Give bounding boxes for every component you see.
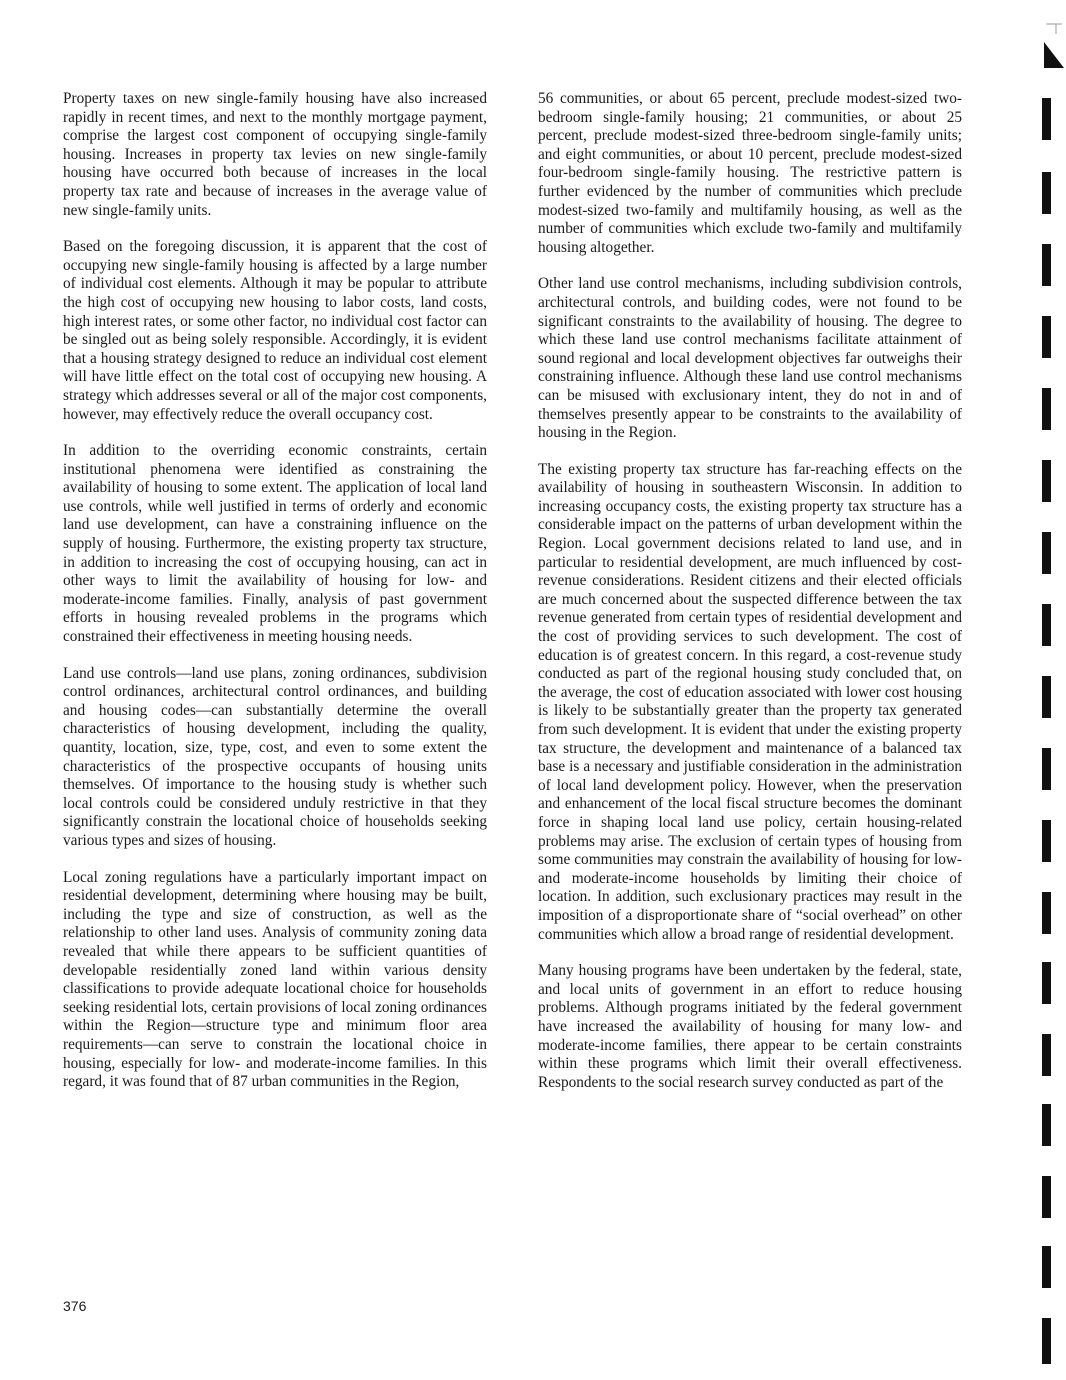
binding-mark: [1042, 748, 1051, 790]
binding-mark: [1042, 1318, 1051, 1364]
binding-mark: [1042, 172, 1051, 214]
paragraph: Land use controls—land use plans, zoning ordinances, subdivision control ordinances, architectural control ordinances, and building and housing codes—can substantially determine the overall characteristics of housing development, including the quality, quantity, location, size, type, cost, and even to some extent the characteristics of the prospective occupants of housing units themselves. Of importance to the housing study is whether such local controls could be considered unduly restrictive in that they significantly constrain the locational choice of households seeking various types and sizes of housing.: [63, 664, 487, 849]
paragraph: Local zoning regulations have a particularly important impact on residential development, determining where housing may be built, including the type and size of construction, as well as the relationship to other land uses. Analysis of community zoning data revealed that while there appears to be sufficient quantities of developable residentially zoned land within various density classifications to provide adequate locational choice for households seeking residential lots, certain provisions of local zoning ordinances within the Region—structure type and minimum floor area requirements—can serve to constrain the locational choice in housing, especially for low- and moderate-income families. In this regard, it was found that of 87 urban communities in the Region,: [63, 868, 487, 1091]
binding-mark: [1042, 532, 1051, 574]
binding-mark: [1042, 460, 1051, 502]
paragraph: 56 communities, or about 65 percent, preclude modest-sized two-bedroom single-family housing; 21 communities, or about 25 percent, preclude modest-sized three-bedroom single-family units; and eight communities, or about 10 percent, preclude modest-sized four-bedroom single-family housing. The restrictive pattern is further evidenced by the number of communities which preclude modest-sized two-family and multifamily housing, as well as the number of communities which exclude two-family and multifamily housing altogether.: [538, 90, 962, 256]
paragraph: Based on the foregoing discussion, it is apparent that the cost of occupying new single-family housing is affected by a large number of individual cost elements. Although it may be popular to attribute the high cost of occupying new housing to labor costs, land costs, high interest rates, or some other factor, no individual cost factor can be singled out as being solely responsible. Accordingly, it is evident that a housing strategy designed to reduce an individual cost element will have little effect on the total cost of occupying new housing. A strategy which addresses several or all of the major cost components, however, may effectively reduce the overall occupancy cost.: [63, 238, 487, 423]
binding-mark: [1042, 604, 1051, 646]
paragraph: The existing property tax structure has far-reaching effects on the availability of housing in southeastern Wisconsin. In addition to increasing occupancy costs, the existing property tax structure has a considerable impact on the patterns of urban development within the Region. Local government decisions related to land use, and in particular to residential development, are much influenced by cost-revenue considerations. Resident citizens and their elected officials are much concerned about the suspected difference between the tax revenue generated from certain types of residential development and the cost of providing services to such development. The cost of education is of greatest concern. In this regard, a cost-revenue study conducted as part of the regional housing study concluded that, on the average, the cost of education associated with lower cost housing is likely to be substantially greater than the property tax generated from such development. It is evident that under the existing property tax structure, the development and maintenance of a balanced tax base is a necessary and justifiable consideration in the administration of local land development policy. However, when the preservation and enhancement of the local fiscal structure becomes the dominant force in shaping local land use policy, certain housing-related problems may arise. The exclusion of certain types of housing from some communities may constrain the availability of housing for low- and moderate-income households by limiting their choice of location. In addition, such exclusionary practices may result in the imposition of a disproportionate share of “social overhead” on other communities which allow a broad range of residential development.: [538, 460, 962, 943]
binding-mark: [1042, 316, 1051, 358]
page-number: 376: [63, 1298, 87, 1314]
binding-mark: [1042, 244, 1051, 286]
binding-mark: [1042, 962, 1051, 1004]
binding-mark: [1042, 98, 1051, 140]
paragraph: Many housing programs have been undertaken by the federal, state, and local units of government in an effort to reduce housing problems. Although programs initiated by the federal government have increased the availability of housing for many low- and moderate-income families, there appear to be certain constraints within these programs which limit their overall effectiveness. Respondents to the social research survey conducted as part of the: [538, 962, 962, 1091]
right-column: [538, 90, 962, 1110]
binding-mark: [1042, 1246, 1051, 1288]
binding-mark: [1042, 676, 1051, 718]
binding-mark: [1042, 388, 1051, 430]
binding-mark: [1042, 892, 1051, 934]
paragraph: Other land use control mechanisms, including subdivision controls, architectural controls, and building codes, were not found to be significant constraints to the availability of housing. The degree to which these land use control mechanisms facilitate attainment of sound regional and local development objectives far outweighs their constraining influence. Although these land use control mechanisms can be misused with exclusionary intent, they do not in and of themselves presently appear to be constraints to the availability of housing in the Region.: [538, 275, 962, 442]
paragraph: In addition to the overriding economic constraints, certain institutional phenomena were identified as constraining the availability of housing to some extent. The application of local land use controls, while well justified in terms of orderly and economic land use development, can have a constraining influence on the supply of housing. Furthermore, the existing property tax structure, in addition to increasing the cost of occupying housing, can act in other ways to limit the availability of housing for low- and moderate-income families. Finally, analysis of past government efforts in housing revealed problems in the programs which constrained their effectiveness in meeting housing needs.: [63, 442, 487, 646]
binding-mark: [1042, 1176, 1051, 1218]
paragraph: Property taxes on new single-family housing have also increased rapidly in recent times, and next to the monthly mortgage payment, comprise the largest cost component of occupying single-family housing. Increases in property tax levies on new single-family housing have occurred both because of increases in the local property tax rate and because of increases in the average value of new single-family units.: [63, 90, 487, 219]
left-column: [63, 90, 487, 1110]
binding-marks: [1038, 0, 1066, 1380]
binding-mark: [1042, 1034, 1051, 1076]
binding-mark: [1042, 1104, 1051, 1146]
binding-mark: [1042, 820, 1051, 862]
